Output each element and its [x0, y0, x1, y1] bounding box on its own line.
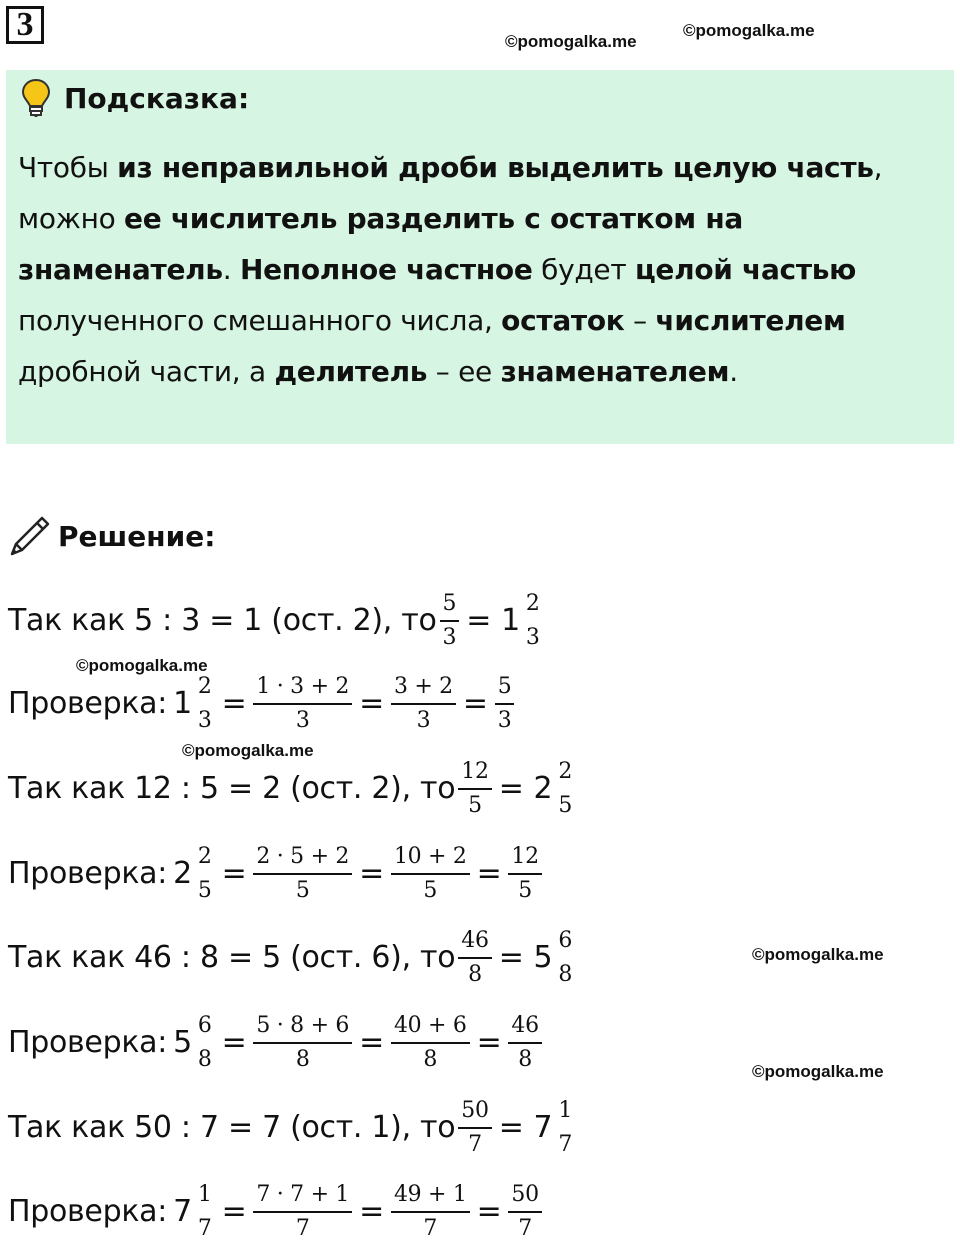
hint-text-segment: можно	[18, 202, 125, 235]
whole-part: 5	[173, 1025, 192, 1060]
fraction-denominator: 5	[518, 877, 532, 903]
hint-line-2	[18, 193, 938, 244]
fraction	[391, 673, 456, 734]
fraction-numerator: 1	[558, 1098, 573, 1123]
fraction-numerator: 5	[495, 673, 515, 705]
fraction	[440, 590, 460, 651]
equation-division	[8, 1097, 578, 1158]
hint-line-4	[18, 295, 938, 346]
fraction-numerator: 2	[197, 674, 212, 699]
mixed-fraction	[195, 1012, 215, 1073]
fraction-denominator: 8	[197, 1046, 212, 1072]
equals-sign: =	[498, 1110, 524, 1145]
hint-box	[6, 70, 954, 444]
equation-check	[8, 1012, 545, 1073]
equation-division	[8, 590, 546, 651]
hint-text-segment: Чтобы	[18, 151, 118, 184]
fraction-denominator: 7	[197, 1215, 212, 1241]
fraction-denominator: 8	[558, 961, 573, 987]
whole-part: 5	[533, 940, 553, 975]
hint-text-segment: .	[729, 355, 738, 388]
fraction-denominator: 5	[197, 877, 212, 903]
whole-part: 1	[173, 686, 192, 721]
whole-part: 1	[501, 603, 520, 638]
whole-part: 7	[533, 1110, 553, 1145]
hint-text-segment: .	[222, 253, 240, 286]
hint-bold-segment: числителем	[655, 304, 846, 337]
fraction-numerator: 5	[440, 590, 460, 622]
fraction	[253, 1181, 352, 1242]
fraction-numerator: 49 + 1	[391, 1181, 470, 1213]
task-number: 3	[6, 6, 44, 44]
hint-bold-segment: знаменателем	[500, 355, 730, 388]
hint-line-5	[18, 346, 938, 397]
equation-check	[8, 843, 545, 904]
equation-division	[8, 927, 578, 988]
hint-text-segment: полученного смешанного числа,	[18, 304, 502, 337]
watermark: ©pomogalka.me	[752, 1062, 884, 1081]
equation-prefix: Так как 12 : 5 = 2 (ост. 2), то	[8, 771, 456, 806]
fraction-denominator: 5	[423, 877, 438, 903]
fraction-denominator: 8	[295, 1046, 310, 1072]
fraction-denominator: 3	[416, 707, 431, 733]
mixed-fraction	[195, 1181, 215, 1242]
fraction	[495, 673, 515, 734]
fraction-numerator: 2	[558, 759, 573, 784]
fraction-numerator: 5 · 8 + 6	[253, 1012, 352, 1044]
equals-sign: =	[476, 856, 502, 891]
equals-sign: =	[498, 771, 524, 806]
watermark: ©pomogalka.me	[505, 32, 637, 51]
hint-text-segment: – ее	[427, 355, 501, 388]
equals-sign: =	[476, 1194, 502, 1229]
equals-sign: =	[221, 686, 247, 721]
fraction-numerator: 40 + 6	[391, 1012, 470, 1044]
fraction-numerator: 50	[508, 1181, 541, 1213]
fraction-numerator: 10 + 2	[391, 843, 470, 875]
watermark: ©pomogalka.me	[182, 741, 314, 760]
pencil-icon	[8, 514, 52, 558]
fraction	[508, 843, 541, 904]
fraction-numerator: 12	[458, 758, 491, 790]
equation-prefix: Проверка:	[8, 686, 168, 721]
fraction-denominator: 3	[525, 624, 540, 650]
hint-bold-segment: целой частью	[634, 253, 857, 286]
solution-title	[8, 514, 215, 558]
lightbulb-icon	[20, 78, 52, 118]
equals-sign: =	[221, 856, 247, 891]
equals-sign: =	[359, 686, 384, 721]
fraction-denominator: 7	[518, 1215, 532, 1241]
equals-sign: =	[462, 686, 488, 721]
fraction-denominator: 5	[295, 877, 310, 903]
equation-prefix: Так как 46 : 8 = 5 (ост. 6), то	[8, 940, 456, 975]
solution-title-text: Решение:	[58, 519, 216, 553]
fraction-denominator: 8	[468, 961, 482, 987]
mixed-fraction	[555, 1097, 575, 1158]
fraction	[253, 843, 352, 904]
fraction-numerator: 7 · 7 + 1	[253, 1181, 352, 1213]
equation-prefix: Так как 5 : 3 = 1 (ост. 2), то	[8, 603, 437, 638]
fraction	[458, 927, 491, 988]
equals-sign: =	[498, 940, 524, 975]
watermark: ©pomogalka.me	[752, 945, 884, 964]
fraction-denominator: 8	[518, 1046, 532, 1072]
equation-division	[8, 758, 578, 819]
fraction-denominator: 3	[295, 707, 310, 733]
fraction	[508, 1012, 541, 1073]
hint-text-segment: ,	[873, 151, 883, 184]
equation-check	[8, 1181, 545, 1242]
fraction-numerator: 1	[197, 1182, 212, 1207]
equals-sign: =	[359, 1025, 384, 1060]
equation-prefix: Проверка:	[8, 1194, 168, 1229]
hint-line-1	[18, 142, 938, 193]
hint-bold-segment: из неправильной дроби выделить целую часть	[117, 151, 874, 184]
fraction-numerator: 50	[458, 1097, 491, 1129]
hint-bold-segment: Неполное частное	[239, 253, 533, 286]
fraction	[253, 1012, 352, 1073]
hint-title	[20, 78, 249, 118]
fraction-numerator: 2	[525, 591, 540, 616]
fraction-numerator: 1 · 3 + 2	[253, 673, 352, 705]
fraction-denominator: 7	[468, 1131, 482, 1157]
fraction-numerator: 6	[197, 1013, 212, 1038]
fraction-numerator: 3 + 2	[391, 673, 456, 705]
equals-sign: =	[476, 1025, 502, 1060]
mixed-fraction	[195, 843, 215, 904]
watermark: ©pomogalka.me	[76, 656, 208, 675]
fraction	[391, 1012, 470, 1073]
fraction	[458, 758, 491, 819]
hint-text-segment: –	[624, 304, 656, 337]
fraction-numerator: 46	[458, 927, 491, 959]
equation-prefix: Проверка:	[8, 856, 168, 891]
equation-prefix: Проверка:	[8, 1025, 168, 1060]
equals-sign: =	[359, 856, 384, 891]
fraction-numerator: 2 · 5 + 2	[253, 843, 352, 875]
whole-part: 2	[533, 771, 553, 806]
equals-sign: =	[466, 603, 492, 638]
equals-sign: =	[221, 1194, 247, 1229]
watermark: ©pomogalka.me	[683, 21, 815, 40]
fraction-numerator: 6	[558, 928, 573, 953]
hint-text-segment: дробной части, а	[18, 355, 275, 388]
fraction-denominator: 5	[468, 792, 482, 818]
fraction	[391, 1181, 470, 1242]
fraction-denominator: 7	[295, 1215, 310, 1241]
mixed-fraction	[555, 927, 575, 988]
hint-bold-segment: делитель	[274, 355, 428, 388]
fraction	[253, 673, 352, 734]
equation-prefix: Так как 50 : 7 = 7 (ост. 1), то	[8, 1110, 456, 1145]
fraction-denominator: 3	[497, 707, 512, 733]
equals-sign: =	[359, 1194, 384, 1229]
hint-text	[18, 142, 938, 397]
fraction	[458, 1097, 491, 1158]
fraction-denominator: 3	[442, 624, 457, 650]
fraction-denominator: 5	[558, 792, 573, 818]
fraction-numerator: 12	[508, 843, 541, 875]
equals-sign: =	[221, 1025, 247, 1060]
hint-bold-segment: знаменатель	[18, 253, 223, 286]
fraction-denominator: 7	[423, 1215, 438, 1241]
fraction-denominator: 3	[197, 707, 212, 733]
fraction	[391, 843, 470, 904]
mixed-fraction	[523, 590, 543, 651]
fraction-denominator: 8	[423, 1046, 438, 1072]
hint-line-3	[18, 244, 938, 295]
mixed-fraction	[555, 758, 575, 819]
hint-title-text: Подсказка:	[64, 81, 250, 115]
mixed-fraction	[195, 673, 215, 734]
hint-bold-segment: ее числитель разделить с остатком на	[124, 202, 743, 235]
whole-part: 2	[173, 856, 192, 891]
hint-text-segment: будет	[532, 253, 635, 286]
fraction-numerator: 46	[508, 1012, 541, 1044]
whole-part: 7	[173, 1194, 192, 1229]
fraction-denominator: 7	[558, 1131, 573, 1157]
hint-bold-segment: остаток	[501, 304, 625, 337]
equation-check	[8, 673, 517, 734]
fraction-numerator: 2	[197, 844, 212, 869]
fraction	[508, 1181, 541, 1242]
